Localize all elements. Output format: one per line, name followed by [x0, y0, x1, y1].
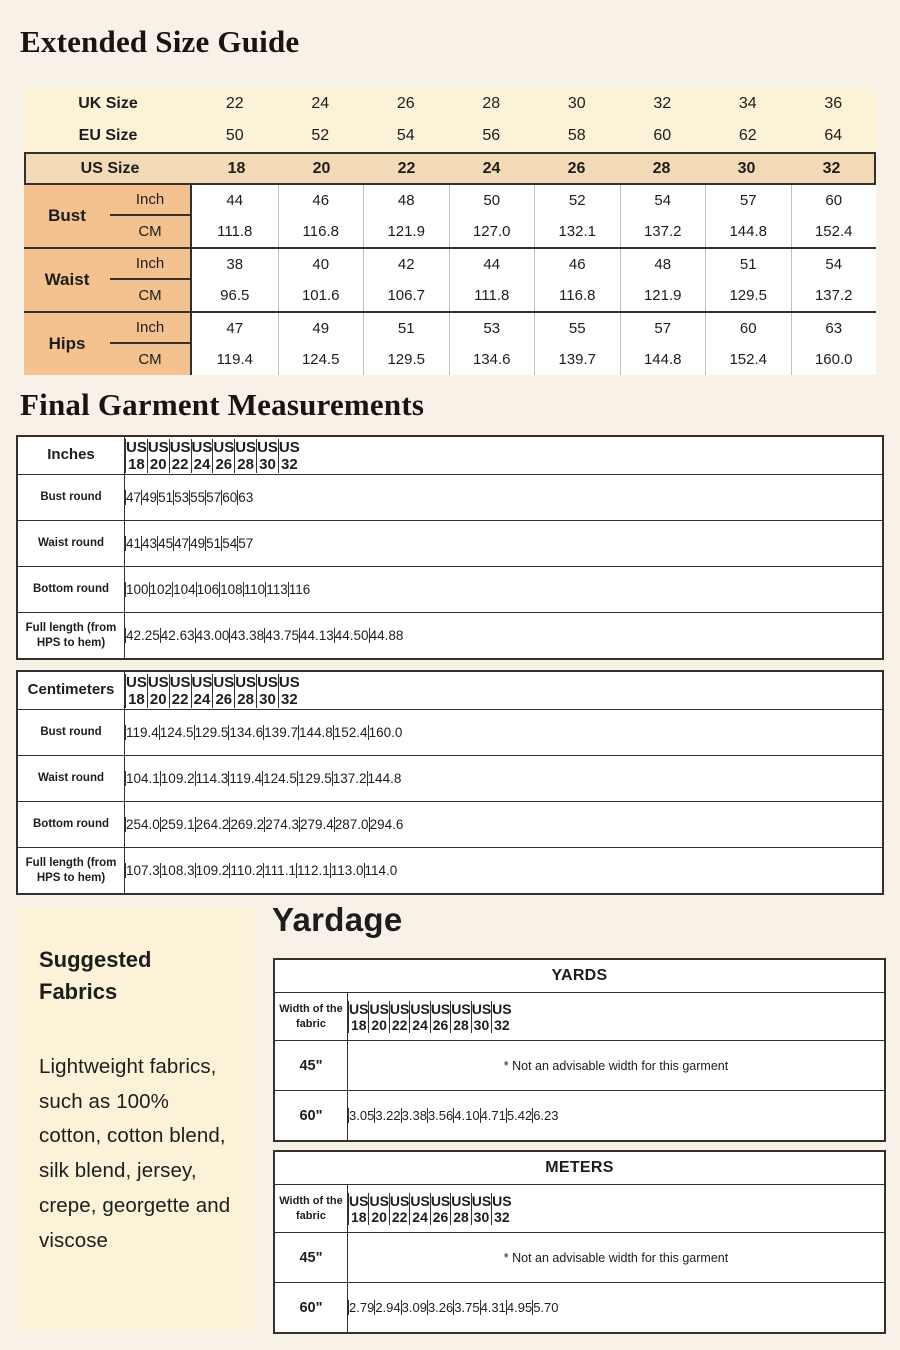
table-cell: US 22: [389, 1000, 410, 1033]
table-cell: 3.05: [349, 1108, 375, 1123]
table-cell: 36: [824, 95, 843, 112]
row-label-bust-round: Bust round: [40, 491, 102, 504]
table-cell: 54: [222, 536, 238, 551]
table-cell: 134.6: [449, 344, 535, 375]
bottom-round-values: [124, 567, 310, 612]
group-label-waist: Waist: [24, 249, 110, 311]
table-cell: 26: [567, 159, 586, 177]
unit-label-inch: Inch: [110, 313, 192, 344]
yardage-table-yards: [273, 958, 886, 1142]
table-cell: 43.00: [195, 628, 230, 643]
final-garment-table-inches: [16, 435, 884, 660]
table-cell: 144.8: [620, 344, 706, 375]
table-cell: 48: [620, 249, 706, 280]
table-cell: 2.94: [375, 1300, 401, 1315]
table-cell: US 20: [369, 1000, 389, 1033]
table-cell: US 22: [169, 438, 191, 473]
table-cell: 42: [363, 249, 449, 280]
table-cell: 54: [620, 185, 706, 216]
width-60-row: [275, 1282, 884, 1332]
table-cell: 121.9: [363, 216, 449, 247]
table-cell: 106: [196, 582, 220, 597]
table-cell: 51: [206, 536, 222, 551]
header-row: [18, 672, 882, 709]
us-size-row: [24, 152, 876, 185]
table-cell: 44.88: [369, 628, 404, 643]
row-label-waist-round: Waist round: [37, 772, 104, 785]
hips-values: [192, 313, 876, 375]
table-cell: 4.10: [454, 1108, 480, 1123]
unit-header-inches: Inches: [47, 446, 95, 464]
table-cell: 56: [482, 127, 501, 144]
table-cell: 49: [190, 536, 206, 551]
table-cell: 3.09: [401, 1300, 427, 1315]
row-label-full-length: Full length (from HPS to hem): [25, 857, 117, 884]
table-cell: 57: [206, 490, 222, 505]
table-cell: 26: [396, 95, 415, 112]
table-cell: 30: [567, 95, 586, 112]
width-45-row: [275, 1232, 884, 1282]
waist-round-row: [18, 520, 882, 566]
bottom-round-row: [18, 566, 882, 612]
table-cell: US 28: [235, 673, 257, 708]
bust-values: [192, 185, 876, 247]
table-cell: 41: [126, 536, 142, 551]
table-cell: US 20: [147, 673, 169, 708]
table-cell: 119.4: [229, 771, 263, 786]
table-cell: US 28: [451, 1000, 471, 1033]
table-cell: 152.4: [791, 216, 877, 247]
table-cell: 44.13: [299, 628, 334, 643]
table-cell: 102: [149, 582, 173, 597]
table-cell: 63: [238, 490, 254, 505]
bust-round-values: [124, 710, 402, 755]
table-cell: 129.5: [194, 725, 229, 740]
table-cell: 110: [243, 582, 266, 597]
table-cell: 144.8: [367, 771, 402, 786]
table-cell: 104: [173, 582, 196, 597]
unit-label-inch: Inch: [110, 249, 192, 280]
table-cell: 64: [824, 127, 843, 144]
table-cell: 3.26: [427, 1300, 454, 1315]
table-cell: US 26: [430, 1000, 451, 1033]
waist-measurement-group: [24, 247, 876, 311]
table-cell: 114.3: [195, 771, 229, 786]
meters-table-title: METERS: [545, 1159, 614, 1176]
table-cell: 62: [738, 127, 757, 144]
meters-60-values: [347, 1283, 559, 1332]
table-cell: 51: [158, 490, 174, 505]
table-cell: 109.2: [160, 771, 195, 786]
table-cell: US 32: [492, 1192, 512, 1225]
row-label-bust-round: Bust round: [40, 726, 102, 739]
yards-table-title: YARDS: [551, 967, 608, 984]
table-cell: 55: [534, 313, 620, 344]
table-cell: 24: [482, 159, 501, 177]
table-cell: 3.22: [375, 1108, 401, 1123]
row-label-eu-size: EU Size: [78, 127, 138, 144]
fabric-width-header: Width of the fabric: [279, 1003, 343, 1030]
table-cell: 63: [791, 313, 877, 344]
header-row: [275, 1184, 884, 1232]
table-cell: 44: [226, 192, 244, 209]
final-garment-table-centimeters: [16, 670, 884, 895]
table-cell: US 26: [213, 673, 235, 708]
table-cell: 137.2: [791, 280, 877, 311]
table-cell: 52: [311, 127, 330, 144]
table-cell: US 30: [257, 438, 278, 473]
table-cell: 2.79: [349, 1300, 375, 1315]
table-cell: 110.2: [230, 863, 264, 878]
table-cell: US 32: [278, 673, 300, 708]
table-cell: 116.8: [534, 280, 620, 311]
table-cell: 124.5: [159, 725, 194, 740]
table-cell: 119.4: [216, 351, 253, 368]
table-cell: US 26: [213, 438, 235, 473]
table-cell: 137.2: [332, 771, 367, 786]
table-cell: 24: [311, 95, 330, 112]
size-conversion-table: [24, 88, 876, 375]
row-label-60in: 60": [299, 1107, 323, 1124]
table-cell: 3.56: [427, 1108, 454, 1123]
table-cell: 139.7: [534, 344, 620, 375]
table-cell: 129.5: [363, 344, 449, 375]
page-title: Extended Size Guide: [20, 24, 300, 59]
table-cell: 49: [278, 313, 364, 344]
uk-size-row: [24, 88, 876, 120]
table-cell: 129.5: [705, 280, 791, 311]
table-cell: 108: [220, 582, 243, 597]
table-cell: 45: [158, 536, 174, 551]
full-length-values: [124, 613, 403, 658]
table-cell: 40: [278, 249, 364, 280]
table-cell: 144.8: [298, 725, 333, 740]
row-label-45in: 45": [299, 1057, 323, 1074]
table-cell: 32: [653, 95, 672, 112]
table-cell: 51: [363, 313, 449, 344]
table-cell: 34: [738, 95, 757, 112]
table-cell: US 28: [451, 1192, 471, 1225]
unit-label-inch: Inch: [110, 185, 192, 216]
table-cell: 111.8: [217, 223, 253, 240]
table-cell: 121.9: [620, 280, 706, 311]
table-cell: 113: [266, 582, 288, 597]
table-cell: 51: [705, 249, 791, 280]
section-title-yardage: Yardage: [272, 901, 403, 938]
table-cell: 50: [225, 127, 244, 144]
table-cell: 108.3: [160, 863, 195, 878]
table-cell: 53: [174, 490, 190, 505]
table-cell: 43.38: [230, 628, 265, 643]
section-title-final-garment: Final Garment Measurements: [20, 387, 425, 422]
table-cell: 46: [534, 249, 620, 280]
table-cell: US 26: [430, 1192, 451, 1225]
table-cell: US 24: [410, 1192, 430, 1225]
table-cell: 54: [791, 249, 877, 280]
unit-label-cm: CM: [110, 280, 192, 311]
not-advisable-note: * Not an advisable width for this garment: [347, 1233, 884, 1282]
table-cell: 55: [190, 490, 206, 505]
group-label-hips: Hips: [24, 313, 110, 375]
table-cell: 160.0: [791, 344, 877, 375]
full-length-values: [124, 848, 397, 893]
table-cell: 5.42: [506, 1108, 533, 1123]
table-cell: 43: [142, 536, 158, 551]
table-cell: US 22: [389, 1192, 410, 1225]
bust-round-values: [124, 475, 253, 520]
table-cell: 287.0: [334, 817, 369, 832]
row-label-bottom-round: Bottom round: [32, 583, 109, 596]
table-cell: 294.6: [369, 817, 404, 832]
table-cell: 3.38: [401, 1108, 427, 1123]
table-cell: 259.1: [160, 817, 195, 832]
suggested-fabrics-title: Suggested Fabrics: [39, 947, 152, 1004]
table-cell: 269.2: [230, 817, 265, 832]
table-cell: 111.8: [449, 280, 535, 311]
table-cell: 134.6: [229, 725, 264, 740]
size-column-headers: [124, 437, 300, 474]
table-cell: 119.4: [126, 725, 159, 740]
table-cell: 57: [238, 536, 254, 551]
table-cell: US 28: [235, 438, 257, 473]
bottom-round-row: [18, 801, 882, 847]
table-cell: 139.7: [264, 725, 298, 740]
table-cell: 4.31: [480, 1300, 506, 1315]
table-cell: US 22: [169, 673, 191, 708]
table-cell: 113.0: [330, 863, 364, 878]
size-column-headers: [347, 993, 512, 1040]
eu-size-row: [24, 120, 876, 152]
table-cell: 132.1: [534, 216, 620, 247]
table-cell: 57: [705, 185, 791, 216]
unit-header-centimeters: Centimeters: [27, 681, 115, 699]
fabric-width-header: Width of the fabric: [279, 1195, 343, 1222]
table-cell: US 24: [410, 1000, 430, 1033]
table-cell: 264.2: [195, 817, 230, 832]
table-cell: 57: [620, 313, 706, 344]
bust-round-row: [18, 709, 882, 755]
table-cell: 47: [174, 536, 190, 551]
size-column-headers: [347, 1185, 512, 1232]
table-cell: 44.50: [334, 628, 369, 643]
table-cell: 60: [705, 313, 791, 344]
table-cell: 28: [652, 159, 671, 177]
table-cell: 106.7: [363, 280, 449, 311]
table-cell: 124.5: [278, 344, 364, 375]
table-cell: 160.0: [368, 725, 403, 740]
header-row: [18, 437, 882, 474]
table-cell: US 18: [349, 1000, 369, 1033]
full-length-row: [18, 612, 882, 658]
waist-values: [192, 249, 876, 311]
table-cell: 50: [449, 185, 535, 216]
row-label-uk-size: UK Size: [78, 95, 138, 112]
table-cell: 111.1: [264, 863, 296, 878]
table-cell: 254.0: [126, 817, 160, 832]
table-cell: US 20: [369, 1192, 389, 1225]
table-cell: 28: [482, 95, 501, 112]
row-label-60in: 60": [299, 1299, 323, 1316]
table-cell: 20: [312, 159, 331, 177]
unit-label-cm: CM: [110, 344, 192, 375]
table-cell: 60: [653, 127, 672, 144]
table-cell: US 32: [492, 1000, 512, 1033]
table-cell: 42.63: [160, 628, 195, 643]
suggested-fabrics-body: Lightweight fabrics, such as 100% cotton, cotton blend, silk blend, jersey, crepe, georgette and viscose: [39, 1054, 231, 1252]
row-label-waist-round: Waist round: [37, 537, 104, 550]
row-label-full-length: Full length (from HPS to hem): [25, 622, 117, 649]
table-cell: 32: [822, 159, 841, 177]
table-cell: US 24: [191, 673, 213, 708]
width-45-row: [275, 1040, 884, 1090]
full-length-row: [18, 847, 882, 893]
not-advisable-note: * Not an advisable width for this garment: [347, 1041, 884, 1090]
table-cell: 60: [222, 490, 238, 505]
table-cell: US 18: [126, 438, 147, 473]
table-cell: 124.5: [263, 771, 297, 786]
table-cell: 47: [226, 320, 244, 337]
table-cell: US 24: [191, 438, 213, 473]
table-cell: 54: [396, 127, 415, 144]
bust-measurement-group: [24, 185, 876, 247]
table-cell: 101.6: [278, 280, 364, 311]
table-cell: 52: [534, 185, 620, 216]
header-row: [275, 992, 884, 1040]
table-cell: 152.4: [705, 344, 791, 375]
table-cell: 100: [126, 582, 149, 597]
table-cell: US 20: [147, 438, 169, 473]
table-cell: US 32: [278, 438, 300, 473]
table-cell: 60: [791, 185, 877, 216]
table-cell: 279.4: [299, 817, 334, 832]
table-cell: 42.25: [126, 628, 160, 643]
waist-round-values: [124, 756, 401, 801]
group-label-bust: Bust: [24, 185, 110, 247]
table-cell: US 30: [257, 673, 278, 708]
waist-round-values: [124, 521, 253, 566]
table-cell: US 30: [471, 1192, 492, 1225]
hips-measurement-group: [24, 311, 876, 375]
table-cell: 6.23: [533, 1108, 559, 1123]
table-cell: US 18: [126, 673, 147, 708]
table-cell: 3.75: [454, 1300, 480, 1315]
bust-round-row: [18, 474, 882, 520]
table-cell: 22: [397, 159, 416, 177]
table-cell: 112.1: [296, 863, 330, 878]
table-cell: 46: [278, 185, 364, 216]
table-cell: 49: [142, 490, 158, 505]
table-cell: 152.4: [333, 725, 368, 740]
table-cell: 274.3: [265, 817, 299, 832]
table-cell: 137.2: [620, 216, 706, 247]
table-cell: 18: [227, 159, 246, 177]
suggested-fabrics-panel: [18, 908, 255, 1330]
row-label-us-size: US Size: [80, 159, 140, 177]
table-cell: 4.95: [506, 1300, 533, 1315]
row-label-45in: 45": [299, 1249, 323, 1266]
table-cell: 44: [449, 249, 535, 280]
yardage-table-meters: [273, 1150, 886, 1334]
table-cell: 129.5: [297, 771, 332, 786]
yards-60-values: [347, 1091, 559, 1140]
table-cell: US 18: [349, 1192, 369, 1225]
table-cell: 58: [567, 127, 586, 144]
table-cell: 43.75: [265, 628, 299, 643]
table-cell: 116: [288, 582, 311, 597]
table-cell: 30: [737, 159, 756, 177]
width-60-row: [275, 1090, 884, 1140]
table-cell: 114.0: [364, 863, 398, 878]
table-cell: 107.3: [126, 863, 160, 878]
size-column-headers: [124, 672, 300, 709]
table-cell: 4.71: [480, 1108, 506, 1123]
table-cell: 96.5: [220, 287, 250, 304]
row-label-bottom-round: Bottom round: [32, 818, 109, 831]
table-cell: 144.8: [705, 216, 791, 247]
table-cell: 127.0: [449, 216, 535, 247]
table-cell: 38: [226, 256, 244, 273]
table-cell: 104.1: [126, 771, 160, 786]
unit-label-cm: CM: [110, 216, 192, 247]
table-cell: 47: [126, 490, 142, 505]
table-cell: US 30: [471, 1000, 492, 1033]
table-cell: 22: [225, 95, 244, 112]
table-cell: 48: [363, 185, 449, 216]
table-cell: 109.2: [195, 863, 230, 878]
waist-round-row: [18, 755, 882, 801]
bottom-round-values: [124, 802, 403, 847]
table-cell: 116.8: [278, 216, 364, 247]
table-cell: 53: [449, 313, 535, 344]
table-cell: 5.70: [533, 1300, 559, 1315]
